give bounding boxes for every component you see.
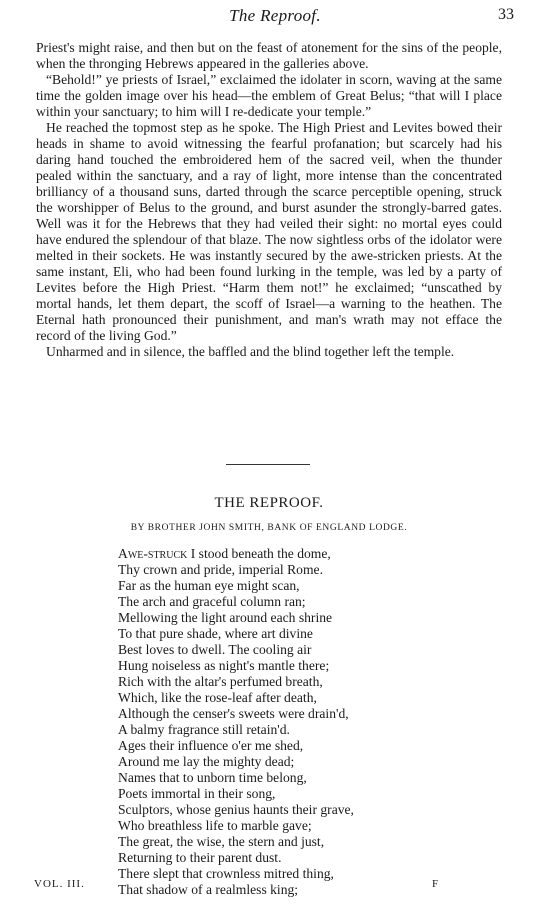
paragraph: He reached the topmost step as he spoke. The High Priest and Levites bowed their heads in shame to avoid witnessing the fearful profanation; but scarcely had his daring hand touched the embroidered hem of the sacred veil, when the thunder pealed within the sanctuary, and a ray of light, more intense than the concentrated brilliancy of a thousand suns, darted through the scarce perceptible opening, struck the worshipper of Belus to the ground, and burst asunder the strongly-barred gates. Well was it for the Hebrews that they had veiled their sight: no mortal eyes could have endured the splendour of that blaze. The now sightless orbs of the idolator were melted in their sockets. He was instantly secured by the awe-stricken priests. At the same instant, Eli, who had been found lurking in the temple, was led by a party of Levites before the High Priest. “Harm them not!” he exclaimed; “unscathed by mortal hands, let them depart, the scoff of Israel—a warning to the heathen. The Eternal hath pronounced their punishment, and man's wrath may not efface the record of the living God.” (36, 120, 502, 343)
prose-section (36, 40, 502, 360)
paragraph: Priest's might raise, and then but on the feast of atonement for the sins of the people, when the thronging Hebrews appeared in the galleries above. (36, 40, 502, 71)
poem-line: Rich with the altar's perfumed breath, (118, 674, 323, 689)
poem-byline: BY BROTHER JOHN SMITH, BANK OF ENGLAND LODGE. (130, 523, 408, 533)
poem-first-word: Awe-struck (118, 546, 188, 561)
poem-line: The great, the wise, the stern and just, (118, 834, 325, 849)
poem-first-line-rest: I stood beneath the dome, (187, 546, 331, 561)
poem-line: To that pure shade, where art divine (118, 626, 313, 641)
section-divider (226, 464, 310, 465)
poem-line: Around me lay the mighty dead; (118, 754, 295, 769)
paragraph: Unharmed and in silence, the baffled and the blind together left the temple. (46, 344, 455, 359)
poem-title: THE REPROOF. (214, 495, 324, 511)
poem-line: Which, like the rose-leaf after death, (118, 690, 317, 705)
poem-line (118, 546, 498, 562)
poem-line: Mellowing the light around each shrine (118, 610, 333, 625)
poem-line: Names that to unborn time belong, (118, 770, 307, 785)
poem-line: Far as the human eye might scan, (118, 578, 300, 593)
poem-line: Although the censer's sweets were drain'd, (118, 706, 349, 721)
poem-line: Hung noiseless as night's mantle there; (118, 658, 330, 673)
poem-line: There slept that crownless mitred thing, (118, 866, 334, 881)
poem-line: That shadow of a realmless king; (118, 882, 299, 897)
paragraph: “Behold!” ye priests of Israel,” exclaimed the idolater in scorn, waving at the same time the golden image over his head—the emblem of Great Belus; “that will I place within your sanctuary; to him will I re-dedicate your temple.” (36, 72, 502, 119)
poem-body (118, 546, 498, 898)
volume-mark: VOL. III. (34, 878, 85, 890)
poem-line: Poets immortal in their song, (118, 786, 276, 801)
poem-line: Thy crown and pride, imperial Rome. (118, 562, 323, 577)
poem-line: Sculptors, whose genius haunts their grave, (118, 802, 354, 817)
poem-line: The arch and graceful column ran; (118, 594, 306, 609)
signature-mark: F (432, 878, 439, 890)
poem-line: Best loves to dwell. The cooling air (118, 642, 312, 657)
page-number: 33 (498, 6, 514, 23)
poem-line: Ages their influence o'er me shed, (118, 738, 304, 753)
poem-line: A balmy fragrance still retain'd. (118, 722, 290, 737)
running-head (36, 6, 514, 28)
poem-line: Who breathless life to marble gave; (118, 818, 312, 833)
running-title: The Reproof. (229, 6, 321, 25)
poem-line: Returning to their parent dust. (118, 850, 282, 865)
